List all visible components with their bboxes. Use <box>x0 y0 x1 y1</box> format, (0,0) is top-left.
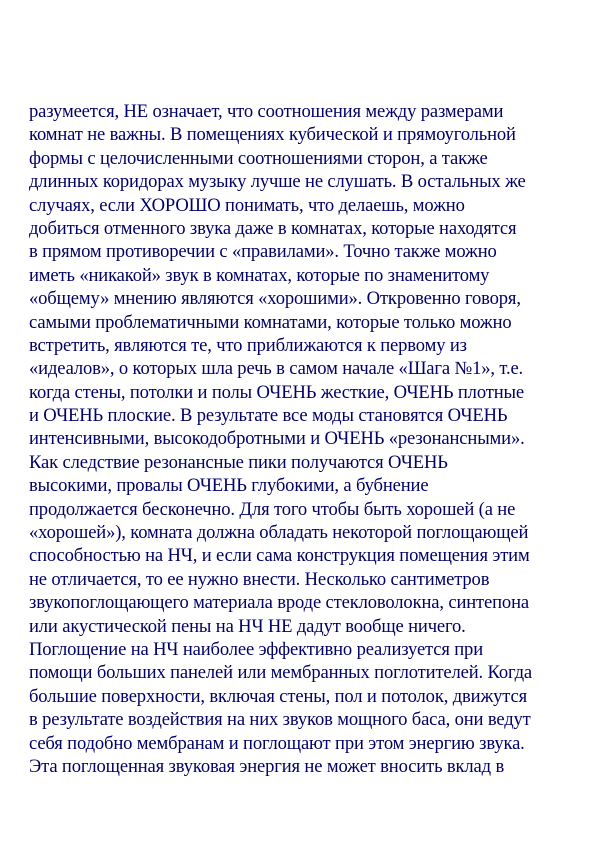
text-line: «общему» мнению являются «хорошими». Откровенно говоря, <box>29 288 521 310</box>
text-line: разумеется, НЕ означает, что соотношения между размерами <box>29 101 504 122</box>
text-line: Эта поглощенная звуковая энергия не может вносить вклад в <box>29 755 505 777</box>
text-line: не отличается, то ее нужно внести. Несколько сантиметров <box>29 568 490 590</box>
text-line: встретить, являются те, что приближаются к первому из <box>29 334 467 356</box>
text-line: помощи больших панелей или мембранных поглотителей. Когда <box>29 662 532 684</box>
text-line: продолжается бесконечно. Для того чтобы быть хорошей (а не <box>29 498 516 520</box>
text-line: в прямом противоречии с «правилами». Точно также можно <box>29 241 497 263</box>
text-line: интенсивными, высокодобротными и ОЧЕНЬ «резонансными». <box>29 428 525 450</box>
text-line: «идеалов», о которых шла речь в самом начале «Шага №1», т.е. <box>29 358 524 380</box>
body-text <box>29 100 574 778</box>
text-line: «хорошей»), комната должна обладать некоторой поглощающей <box>29 522 529 544</box>
text-line: формы с целочисленными соотношениями сторон, а также <box>29 147 488 169</box>
text-line: добиться отменного звука даже в комнатах, которые находятся <box>29 217 517 239</box>
text-line: высокими, провалы ОЧЕНЬ глубокими, а бубнение <box>29 475 429 497</box>
text-line: большие поверхности, включая стены, пол и потолок, движутся <box>29 685 528 707</box>
text-line: способностью на НЧ, и если сама конструкция помещения этим <box>29 545 530 567</box>
text-line: или акустической пены на НЧ НЕ дадут вообще ничего. <box>29 615 466 637</box>
text-line: иметь «никакой» звук в комнатах, которые по знаменитому <box>29 264 490 286</box>
text-line: самыми проблематичными комнатами, которые только можно <box>29 311 512 333</box>
text-line: в результате воздействия на них звуков мощного баса, они ведут <box>29 709 531 731</box>
text-line: Как следствие резонансные пики получаются ОЧЕНЬ <box>29 451 448 473</box>
text-line: себя подобно мембранам и поглощают при этом энергию звука. <box>29 732 525 754</box>
text-line: Поглощение на НЧ наиболее эффективно реализуется при <box>29 638 484 660</box>
text-line: звукопоглощающего материала вроде стекловолокна, синтепона <box>29 592 529 614</box>
text-line: когда стены, потолки и полы ОЧЕНЬ жесткие, ОЧЕНЬ плотные <box>29 381 524 403</box>
text-line: комнат не важны. В помещениях кубической и прямоугольной <box>29 124 516 146</box>
text-line: длинных коридорах музыку лучше не слушать. В остальных же <box>29 171 526 193</box>
text-line: случаях, если ХОРОШО понимать, что делаешь, можно <box>29 194 465 216</box>
text-line: и ОЧЕНЬ плоские. В результате все моды становятся ОЧЕНЬ <box>29 405 508 427</box>
